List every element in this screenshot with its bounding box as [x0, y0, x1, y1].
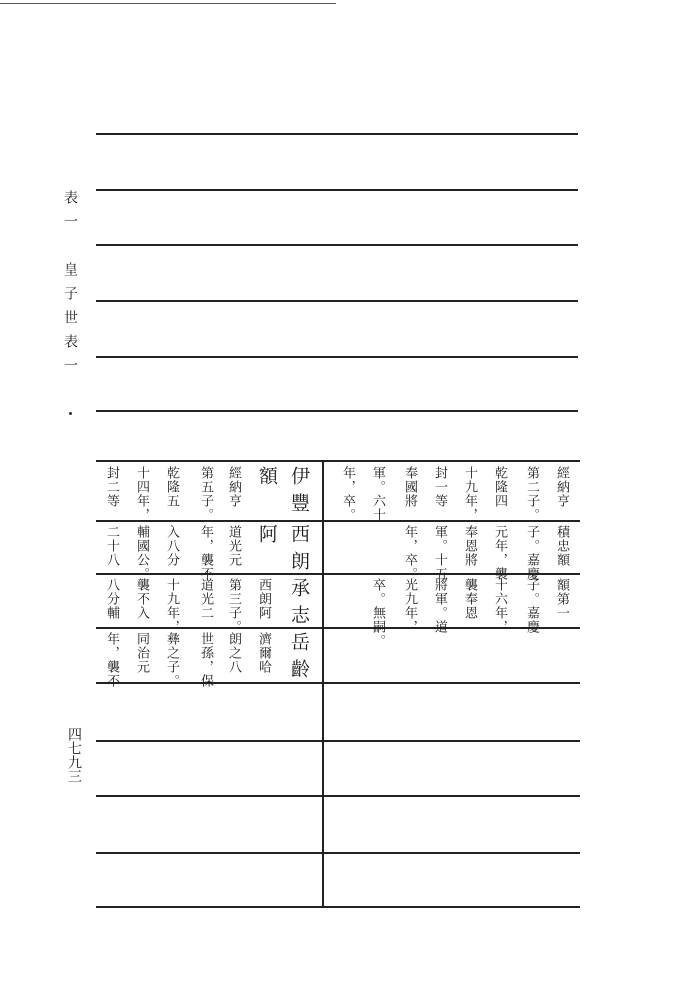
record-col: 元年，襲 [492, 525, 507, 581]
record-col: 朗之八 [226, 632, 241, 674]
record-col: 十六年， [492, 578, 507, 634]
record-col: 額第一 [554, 578, 569, 620]
record-col: 卒。無嗣。 [370, 578, 385, 648]
record-col: 第三子。 [226, 578, 241, 634]
record-col: 入八分 [164, 525, 179, 567]
upper-rule-1 [96, 133, 578, 135]
record-col: 經納亨 [554, 466, 569, 508]
record-col: 將軍。道 [432, 578, 447, 634]
upper-rule-6 [96, 410, 578, 412]
record-col: 年，卒。 [340, 466, 355, 522]
record-col: 軍。十五 [432, 525, 447, 581]
upper-rule-2 [96, 189, 578, 191]
record-col: 子。嘉慶 [524, 578, 539, 634]
upper-rule-5 [96, 356, 578, 358]
record-col: 襲奉恩 [462, 578, 477, 620]
record-col: 乾隆五 [164, 466, 179, 508]
record-col: 年，襲不 [104, 632, 119, 688]
row-rule-5 [96, 740, 580, 742]
table-divider [322, 460, 324, 908]
record-col: 經納亨 [226, 466, 241, 508]
record-col: 世孫，保 [198, 632, 213, 688]
record-col: 十九年， [164, 578, 179, 634]
row-rule-6 [96, 795, 580, 797]
record-col: 濟爾哈 [256, 632, 271, 674]
record-col: 道光元 [226, 525, 241, 567]
name-西朗: 西朗 [288, 524, 310, 578]
row-rule-2 [96, 573, 580, 575]
record-col: 年，襲不 [198, 525, 213, 581]
record-col: 道光二 [198, 578, 213, 620]
record-col: 封一等 [432, 466, 447, 508]
table-top-rule [96, 460, 580, 462]
record-col: 封二等 [104, 466, 119, 508]
record-col: 輔國公。 [134, 525, 149, 581]
heading-阿: 阿 [256, 524, 278, 551]
row-rule-7 [96, 852, 580, 854]
name-岳齡: 岳齡 [288, 632, 310, 686]
record-col: 光九年， [402, 578, 417, 634]
record-col: 子。嘉慶 [524, 525, 539, 581]
table-bottom-rule [96, 906, 580, 908]
record-col: 襲不入 [134, 578, 149, 620]
record-col: 彝之子。 [164, 632, 179, 688]
upper-rule-4 [96, 300, 578, 302]
record-col: 第二子。 [524, 466, 539, 522]
top-scan-line [0, 3, 336, 4]
record-col: 積忠額 [554, 525, 569, 567]
margin-title: 表一 皇子世表一 [62, 190, 78, 382]
record-col: 第五子。 [198, 466, 213, 522]
record-col: 奉恩將 [462, 525, 477, 567]
upper-rule-3 [96, 244, 578, 246]
record-col: 十四年， [134, 466, 149, 522]
record-col: 二十八 [104, 525, 119, 567]
record-col: 西朗阿 [256, 578, 271, 620]
row-rule-1 [96, 520, 580, 522]
record-col: 乾隆四 [492, 466, 507, 508]
page-number: 四七九三 [66, 727, 82, 783]
name-承志: 承志 [288, 578, 310, 632]
record-col: 奉國將 [402, 466, 417, 508]
margin-dot [69, 412, 72, 415]
record-col: 八分輔 [104, 578, 119, 620]
record-col: 同治元 [134, 632, 149, 674]
record-col: 年，卒。 [402, 525, 417, 581]
record-col: 軍。六十 [370, 466, 385, 522]
record-col: 十九年， [462, 466, 477, 522]
name-伊豐: 伊豐 [288, 466, 310, 520]
heading-額: 額 [256, 466, 278, 493]
